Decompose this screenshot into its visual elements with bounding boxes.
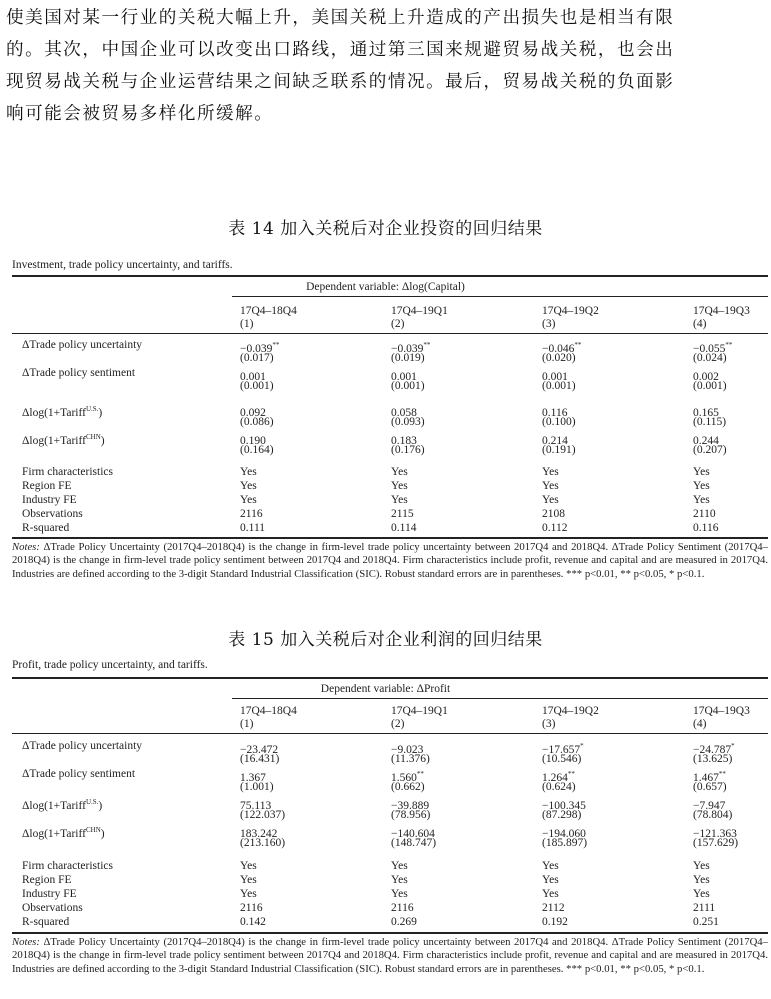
table-14-top-rule bbox=[12, 275, 768, 277]
table-row bbox=[0, 402, 771, 419]
cell-value: Yes bbox=[240, 494, 257, 506]
table-row bbox=[0, 366, 771, 383]
column-number: (2) bbox=[391, 318, 405, 330]
table-15-period-row bbox=[0, 704, 771, 718]
row-label: ΔTrade policy sentiment bbox=[22, 367, 136, 379]
row-label: ΔTrade policy sentiment bbox=[22, 768, 136, 780]
table-row bbox=[0, 430, 771, 447]
standard-error: (0.176) bbox=[391, 444, 425, 456]
standard-error: (213.160) bbox=[240, 837, 286, 849]
standard-error: (0.086) bbox=[240, 416, 274, 428]
table-row-se bbox=[0, 780, 771, 794]
row-label: Δlog(1+Tariff$^{CHN}$) bbox=[22, 826, 105, 840]
coefficient: 0.058 bbox=[391, 407, 417, 419]
row-label: ΔTrade policy uncertainty bbox=[22, 339, 143, 351]
row-label: ΔTrade policy uncertainty bbox=[22, 740, 143, 752]
table-row bbox=[0, 521, 771, 535]
standard-error: (0.017) bbox=[240, 352, 274, 364]
cell-value: 0.111 bbox=[240, 522, 266, 534]
table-15-body-rule bbox=[12, 733, 768, 734]
coefficient: 0.116 bbox=[542, 407, 568, 419]
table-row bbox=[0, 507, 771, 521]
column-number: (2) bbox=[391, 718, 405, 730]
table-14-notes: Notes: ΔTrade Policy Uncertainty (2017Q4–2018Q4) is the change in firm-level trade policy uncertainty between 2017Q4 and 2018Q4. ΔTrade Policy Sentiment (2017Q4–2018Q4) is the change in firm-level trade policy sentiment between 2017Q4 and 2018Q4. Firm characteristics include profit, revenue and capital and are measured in 2017Q4. Industries are defined according to the 3-digit Standard Industrial Classification (SIC). Robust standard errors are in parentheses. *** p<0.01, ** p<0.05, * p<0.1. bbox=[12, 541, 768, 580]
cell-value: Yes bbox=[391, 480, 408, 492]
table-row bbox=[0, 901, 771, 915]
cell-value: Yes bbox=[391, 874, 408, 886]
period-label: 17Q4–19Q1 bbox=[391, 705, 448, 717]
row-label: Region FE bbox=[22, 874, 72, 886]
standard-error: (0.024) bbox=[693, 352, 727, 364]
table-14-body-rule bbox=[12, 333, 768, 334]
cell-value: Yes bbox=[693, 888, 710, 900]
coefficient: −39.889 bbox=[391, 800, 430, 812]
paragraph-line: 现贸易战关税与企业运营结果之间缺乏联系的情况。最后，贸易战关税的负面影 bbox=[6, 72, 675, 92]
cell-value: 2108 bbox=[542, 508, 565, 520]
cell-value: 2116 bbox=[240, 508, 263, 520]
standard-error: (1.001) bbox=[240, 781, 274, 793]
cell-value: 0.142 bbox=[240, 916, 266, 928]
table-row-se bbox=[0, 752, 771, 766]
table-14-caption: 表 14 加入关税后对企业投资的回归结果 bbox=[228, 219, 543, 239]
row-label: Δlog(1+Tariff$^{U.S.}$) bbox=[22, 405, 103, 419]
column-number: (4) bbox=[693, 318, 707, 330]
standard-error: (0.001) bbox=[693, 380, 727, 392]
cell-value: Yes bbox=[693, 860, 710, 872]
standard-error: (0.207) bbox=[693, 444, 727, 456]
coefficient: 0.190 bbox=[240, 435, 266, 447]
row-label: Δlog(1+Tariff$^{CHN}$) bbox=[22, 433, 105, 447]
cell-value: Yes bbox=[542, 466, 559, 478]
coefficient: −7.947 bbox=[693, 800, 726, 812]
cell-value: 2110 bbox=[693, 508, 716, 520]
table-row bbox=[0, 823, 771, 840]
standard-error: (13.625) bbox=[693, 753, 733, 765]
table-15-header-rule bbox=[232, 698, 768, 699]
table-row-se bbox=[0, 415, 771, 429]
standard-error: (0.020) bbox=[542, 352, 576, 364]
cell-value: Yes bbox=[693, 466, 710, 478]
coefficient: 1.467** bbox=[693, 770, 726, 784]
coefficient: −100.345 bbox=[542, 800, 586, 812]
cell-value: 0.116 bbox=[693, 522, 719, 534]
paragraph-line: 响可能会被贸易多样化所缓解。 bbox=[6, 104, 274, 124]
coefficient: 0.002 bbox=[693, 371, 719, 383]
coefficient: −23.472 bbox=[240, 744, 279, 756]
cell-value: Yes bbox=[542, 874, 559, 886]
period-label: 17Q4–19Q3 bbox=[693, 705, 750, 717]
column-number: (3) bbox=[542, 318, 556, 330]
table-row-se bbox=[0, 379, 771, 393]
standard-error: (122.037) bbox=[240, 809, 286, 821]
standard-error: (0.001) bbox=[542, 380, 576, 392]
body-paragraph bbox=[6, 2, 766, 130]
period-label: 17Q4–18Q4 bbox=[240, 705, 297, 717]
coefficient: 0.092 bbox=[240, 407, 266, 419]
coefficient: 75.113 bbox=[240, 800, 272, 812]
row-label: Δlog(1+Tariff$^{U.S.}$) bbox=[22, 798, 103, 812]
cell-value: Yes bbox=[240, 874, 257, 886]
paragraph-line: 的。其次，中国企业可以改变出口路线，通过第三国来规避贸易战关税，也会出 bbox=[6, 40, 675, 60]
standard-error: (78.804) bbox=[693, 809, 733, 821]
table-row bbox=[0, 338, 771, 355]
table-14-bottom-rule bbox=[12, 537, 768, 539]
cell-value: Yes bbox=[391, 860, 408, 872]
table-row bbox=[0, 479, 771, 493]
standard-error: (0.093) bbox=[391, 416, 425, 428]
table-row bbox=[0, 873, 771, 887]
table-row bbox=[0, 767, 771, 784]
coefficient: 1.367 bbox=[240, 772, 266, 784]
row-label: Firm characteristics bbox=[22, 466, 114, 478]
standard-error: (0.164) bbox=[240, 444, 274, 456]
standard-error: (0.191) bbox=[542, 444, 576, 456]
cell-value: Yes bbox=[693, 494, 710, 506]
cell-value: Yes bbox=[542, 888, 559, 900]
cell-value: Yes bbox=[240, 888, 257, 900]
cell-value: Yes bbox=[240, 480, 257, 492]
coefficient: 1.560** bbox=[391, 770, 424, 784]
coefficient: −121.363 bbox=[693, 828, 737, 840]
cell-value: 0.251 bbox=[693, 916, 719, 928]
coefficient: 0.001 bbox=[240, 371, 266, 383]
table-row-se bbox=[0, 836, 771, 850]
standard-error: (0.100) bbox=[542, 416, 576, 428]
standard-error: (0.115) bbox=[693, 416, 727, 428]
table-15-top-rule bbox=[12, 677, 768, 679]
table-15-subtitle: Profit, trade policy uncertainty, and tariffs. bbox=[12, 659, 208, 671]
row-label: R-squared bbox=[22, 522, 70, 534]
table-15-caption: 表 15 加入关税后对企业利润的回归结果 bbox=[228, 630, 543, 650]
table-15-notes: Notes: ΔTrade Policy Uncertainty (2017Q4–2018Q4) is the change in firm-level trade policy uncertainty between 2017Q4 and 2018Q4. ΔTrade Policy Sentiment (2017Q4–2018Q4) is the change in firm-level trade policy sentiment between 2017Q4 and 2018Q4. Firm characteristics include profit, revenue and capital and are measured in 2017Q4. Industries are defined according to the 3-digit Standard Industrial Classification (SIC). Robust standard errors are in parentheses. *** p<0.01, ** p<0.05, * p<0.1. bbox=[12, 936, 768, 975]
standard-error: (11.376) bbox=[391, 753, 430, 765]
row-label: Industry FE bbox=[22, 494, 77, 506]
standard-error: (185.897) bbox=[542, 837, 588, 849]
column-number: (3) bbox=[542, 718, 556, 730]
row-label: Region FE bbox=[22, 480, 72, 492]
table-14-dependent-variable: Dependent variable: Δlog(Capital) bbox=[306, 281, 465, 293]
coefficient: 0.183 bbox=[391, 435, 417, 447]
period-label: 17Q4–19Q2 bbox=[542, 705, 599, 717]
cell-value: Yes bbox=[693, 480, 710, 492]
standard-error: (0.662) bbox=[391, 781, 425, 793]
period-label: 17Q4–18Q4 bbox=[240, 305, 297, 317]
column-number: (1) bbox=[240, 318, 254, 330]
table-row bbox=[0, 493, 771, 507]
row-label: Industry FE bbox=[22, 888, 77, 900]
period-label: 17Q4–19Q3 bbox=[693, 305, 750, 317]
cell-value: Yes bbox=[391, 888, 408, 900]
cell-value: Yes bbox=[542, 480, 559, 492]
table-row bbox=[0, 739, 771, 756]
coefficient: −17.657* bbox=[542, 742, 584, 756]
coefficient: 0.001 bbox=[391, 371, 417, 383]
cell-value: 0.112 bbox=[542, 522, 568, 534]
coefficient: −0.039** bbox=[391, 341, 431, 355]
cell-value: Yes bbox=[240, 860, 257, 872]
standard-error: (0.001) bbox=[391, 380, 425, 392]
column-number: (1) bbox=[240, 718, 254, 730]
coefficient: −0.055** bbox=[693, 341, 733, 355]
table-15-column-number-row bbox=[0, 717, 771, 731]
cell-value: Yes bbox=[391, 466, 408, 478]
standard-error: (78.956) bbox=[391, 809, 431, 821]
coefficient: 1.264** bbox=[542, 770, 575, 784]
column-number: (4) bbox=[693, 718, 707, 730]
cell-value: 0.192 bbox=[542, 916, 568, 928]
cell-value: Yes bbox=[693, 874, 710, 886]
row-label: Observations bbox=[22, 508, 83, 520]
cell-value: 2116 bbox=[240, 902, 263, 914]
cell-value: 0.114 bbox=[391, 522, 417, 534]
coefficient: 183.242 bbox=[240, 828, 278, 840]
standard-error: (16.431) bbox=[240, 753, 280, 765]
standard-error: (0.001) bbox=[240, 380, 274, 392]
coefficient: 0.001 bbox=[542, 371, 568, 383]
standard-error: (148.747) bbox=[391, 837, 437, 849]
cell-value: Yes bbox=[542, 494, 559, 506]
cell-value: Yes bbox=[542, 860, 559, 872]
standard-error: (0.624) bbox=[542, 781, 576, 793]
standard-error: (87.298) bbox=[542, 809, 582, 821]
cell-value: 2112 bbox=[542, 902, 565, 914]
period-label: 17Q4–19Q2 bbox=[542, 305, 599, 317]
table-row bbox=[0, 465, 771, 479]
table-row-se bbox=[0, 351, 771, 365]
table-row-se bbox=[0, 808, 771, 822]
coefficient: 0.165 bbox=[693, 407, 719, 419]
cell-value: Yes bbox=[240, 466, 257, 478]
standard-error: (0.019) bbox=[391, 352, 425, 364]
coefficient: −140.604 bbox=[391, 828, 435, 840]
table-14-period-row bbox=[0, 304, 771, 318]
coefficient: −0.046** bbox=[542, 341, 582, 355]
standard-error: (157.629) bbox=[693, 837, 739, 849]
cell-value: 0.269 bbox=[391, 916, 417, 928]
table-14-column-number-row bbox=[0, 317, 771, 331]
table-15-dependent-variable: Dependent variable: ΔProfit bbox=[320, 683, 451, 695]
cell-value: 2116 bbox=[391, 902, 414, 914]
coefficient: −0.039** bbox=[240, 341, 280, 355]
row-label: R-squared bbox=[22, 916, 70, 928]
table-row bbox=[0, 915, 771, 929]
table-row bbox=[0, 795, 771, 812]
row-label: Observations bbox=[22, 902, 83, 914]
paragraph-line: 使美国对某一行业的关税大幅上升，美国关税上升造成的产出损失也是相当有限 bbox=[6, 8, 675, 28]
table-row bbox=[0, 887, 771, 901]
coefficient: −194.060 bbox=[542, 828, 586, 840]
period-label: 17Q4–19Q1 bbox=[391, 305, 448, 317]
row-label: Firm characteristics bbox=[22, 860, 114, 872]
table-row bbox=[0, 859, 771, 873]
cell-value: 2115 bbox=[391, 508, 414, 520]
table-14-subtitle: Investment, trade policy uncertainty, and tariffs. bbox=[12, 259, 233, 271]
coefficient: −24.787* bbox=[693, 742, 735, 756]
standard-error: (0.657) bbox=[693, 781, 727, 793]
coefficient: 0.244 bbox=[693, 435, 719, 447]
standard-error: (10.546) bbox=[542, 753, 582, 765]
table-14-header-rule bbox=[232, 296, 768, 297]
table-row-se bbox=[0, 443, 771, 457]
cell-value: 2111 bbox=[693, 902, 716, 914]
coefficient: 0.214 bbox=[542, 435, 568, 447]
coefficient: −9.023 bbox=[391, 744, 424, 756]
table-15-bottom-rule bbox=[12, 932, 768, 934]
cell-value: Yes bbox=[391, 494, 408, 506]
